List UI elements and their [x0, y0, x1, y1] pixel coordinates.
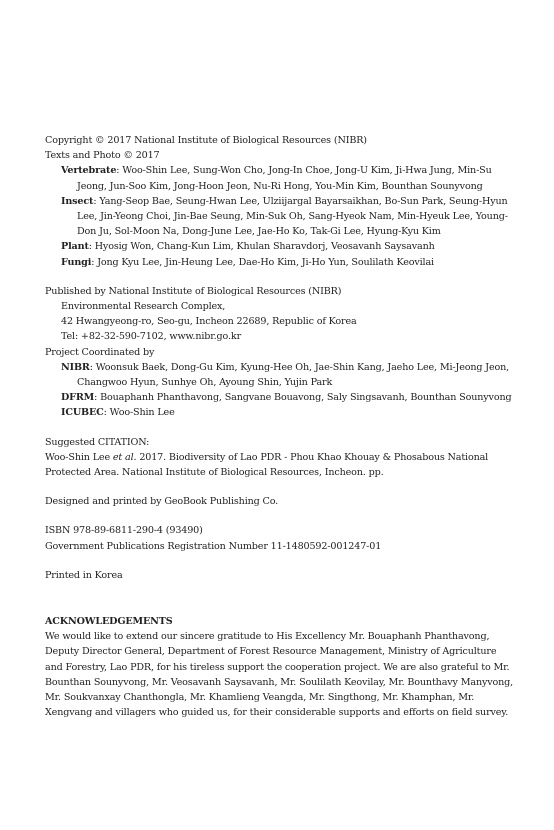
citation-text: Woo-Shin Lee et al. 2017. Biodiversity of Lao PDR - Phou Khao Khouay & Phosabous National Protected Area. National Institute of Biological Resources, Incheon. pp. [45, 451, 489, 479]
address-line-2: 42 Hwangyeong-ro, Seo-gu, Incheon 22689, Republic of Korea [61, 316, 357, 328]
gpr-line: Government Publications Registration Number 11-1480592-001247-01 [45, 540, 382, 552]
address-line-3: Tel: +82-32-590-7102, www.nibr.go.kr [61, 331, 241, 343]
address-line-1: Environmental Research Complex, [61, 301, 226, 313]
copyright-line: Copyright © 2017 National Institute of Biological Resources (NIBR) [45, 135, 367, 146]
credit-insect: Insect: Yang-Seop Bae, Seung-Hwan Lee, Ulziijargal Bayarsaikhan, Bo-Sun Park, Seung-Hyun Lee, Jin-Yeong Choi, Jin-Bae Seung, Min-Suk Oh, Sang-Hyeok Nam, Min-Hyeuk Lee, Young-Don Ju, Sol-Moon Na, Dong-June Lee, Jae-Ho Ko, Tak-Gi Lee, Hyung-Kyu Kim [61, 195, 508, 238]
designed-line: Designed and printed by GeoBook Publishing Co. [45, 496, 279, 508]
credit-plant: Plant: Hyosig Won, Chang-Kun Lim, Khulan Sharavdorj, Veosavanh Saysavanh [61, 241, 435, 253]
coordinated-line: Project Coordinated by [45, 346, 155, 358]
texts-photo-line: Texts and Photo © 2017 [45, 150, 160, 162]
citation-heading: Suggested CITATION: [45, 436, 150, 448]
coord-icubec: ICUBEC: Woo-Shin Lee [61, 407, 175, 419]
colophon-page [45, 133, 515, 721]
acknowledgements-text: We would like to extend our sincere gratitude to His Excellency Mr. Bouaphanh Phanthavong, Deputy Director General, Department of Forest Resource Management, Ministry of Agriculture and Forestry, Lao PDR, for his tireless support the cooperation project. We are also grateful to Mr. Bounthan Sounyvong, Mr. Veosavanh Saysavanh, Mr. Soulilath Keovilay, Mr. Bounthavy Manyvong, Mr. Soukvanxay Chanthongla, Mr. Khamlieng Veangda, Mr. Singthong, Mr. Khamphan, Mr. Xengvang and villagers who guided us, for their considerable supports and efforts on field survey. [45, 631, 514, 719]
coord-dfrm: DFRM: Bouaphanh Phanthavong, Sangvane Bouavong, Saly Singsavanh, Bounthan Sounyvong [61, 392, 512, 404]
published-line: Published by National Institute of Biological Resources (NIBR) [45, 285, 342, 297]
coord-nibr: NIBR: Woonsuk Baek, Dong-Gu Kim, Kyung-Hee Oh, Jae-Shin Kang, Jaeho Lee, Mi-Jeong Jeon, Changwoo Hyun, Sunhye Oh, Ayoung Shin, Yujin Park [61, 361, 510, 389]
printed-line: Printed in Korea [45, 569, 123, 581]
isbn-line: ISBN 978-89-6811-290-4 (93490) [45, 525, 203, 537]
credit-vertebrate: Vertebrate: Woo-Shin Lee, Sung-Won Cho, Jong-In Choe, Jong-U Kim, Ji-Hwa Jung, Min-Su Jeong, Jun-Soo Kim, Jong-Hoon Jeon, Nu-Ri Hong, You-Min Kim, Bounthan Sounyvong [61, 165, 492, 192]
credit-fungi: Fungi: Jong Kyu Lee, Jin-Heung Lee, Dae-Ho Kim, Ji-Ho Yun, Soulilath Keovilai [61, 256, 434, 268]
acknowledgements-heading: ACKNOWLEDGEMENTS [45, 616, 173, 628]
